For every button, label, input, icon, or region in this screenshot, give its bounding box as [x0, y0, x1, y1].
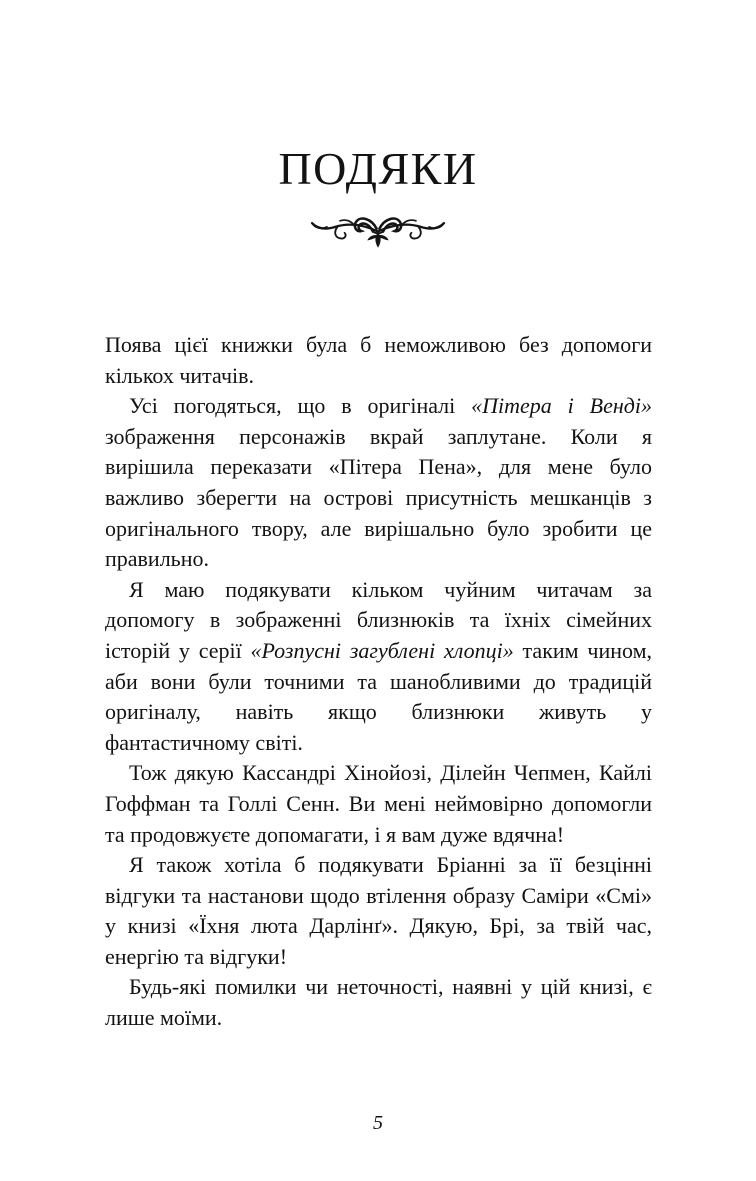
text-run: Усі погодяться, що в оригіналі — [129, 393, 472, 419]
floral-flourish-icon — [0, 212, 756, 254]
paragraph — [105, 330, 652, 391]
text-run: Поява цієї книжки була б неможливою без допомоги кількох читачів. — [105, 332, 652, 388]
paragraph — [105, 758, 652, 850]
text-run: Тож дякую Кассандрі Хінойозі, Ділейн Чепмен, Кайлі Гоффман та Голлі Сенн. Ви мені неймовірно допомогли та продовжуєте допомагати, і я вам дуже вдячна! — [105, 760, 652, 847]
paragraph — [105, 850, 652, 972]
page-number: 5 — [373, 1112, 383, 1134]
book-title-italic-run: «Пітера і Венді» — [471, 393, 652, 419]
text-run: Я також хотіла б подякувати Бріанні за її безцінні відгуки та настанови щодо втілення образу Саміри «Смі» у книзі «Їхня люта Дарлінґ». Дякую, Брі, за твій час, енергію та відгуки! — [105, 852, 652, 969]
paragraph — [105, 391, 652, 575]
text-run: Будь-які помилки чи неточності, наявні у цій книзі, є лише моїми. — [105, 974, 652, 1031]
text-run: таким чином, аби вони були точними та шанобливими до традицій оригіналу, навіть якщо близнюки живуть у фантастичному світі. — [105, 637, 653, 755]
page-title: ПОДЯКИ — [278, 143, 478, 194]
body-text — [105, 330, 652, 1034]
paragraph — [105, 575, 652, 759]
text-run: зображення персонажів вкрай заплутане. Коли я вирішила переказати «Пітера Пена», для мене було важливо зберегти на острові присутність мешканців з оригінального твору, але вирішально було зробити це правильно. — [105, 423, 652, 572]
paragraph — [105, 972, 652, 1033]
book-title-italic-run: «Розпусні загублені хлопці» — [250, 637, 514, 663]
text-run: Я маю подякувати кільком чуйним читачам за допомогу в зображенні близнюків та їхніх сімейних історій у серії — [105, 576, 652, 663]
